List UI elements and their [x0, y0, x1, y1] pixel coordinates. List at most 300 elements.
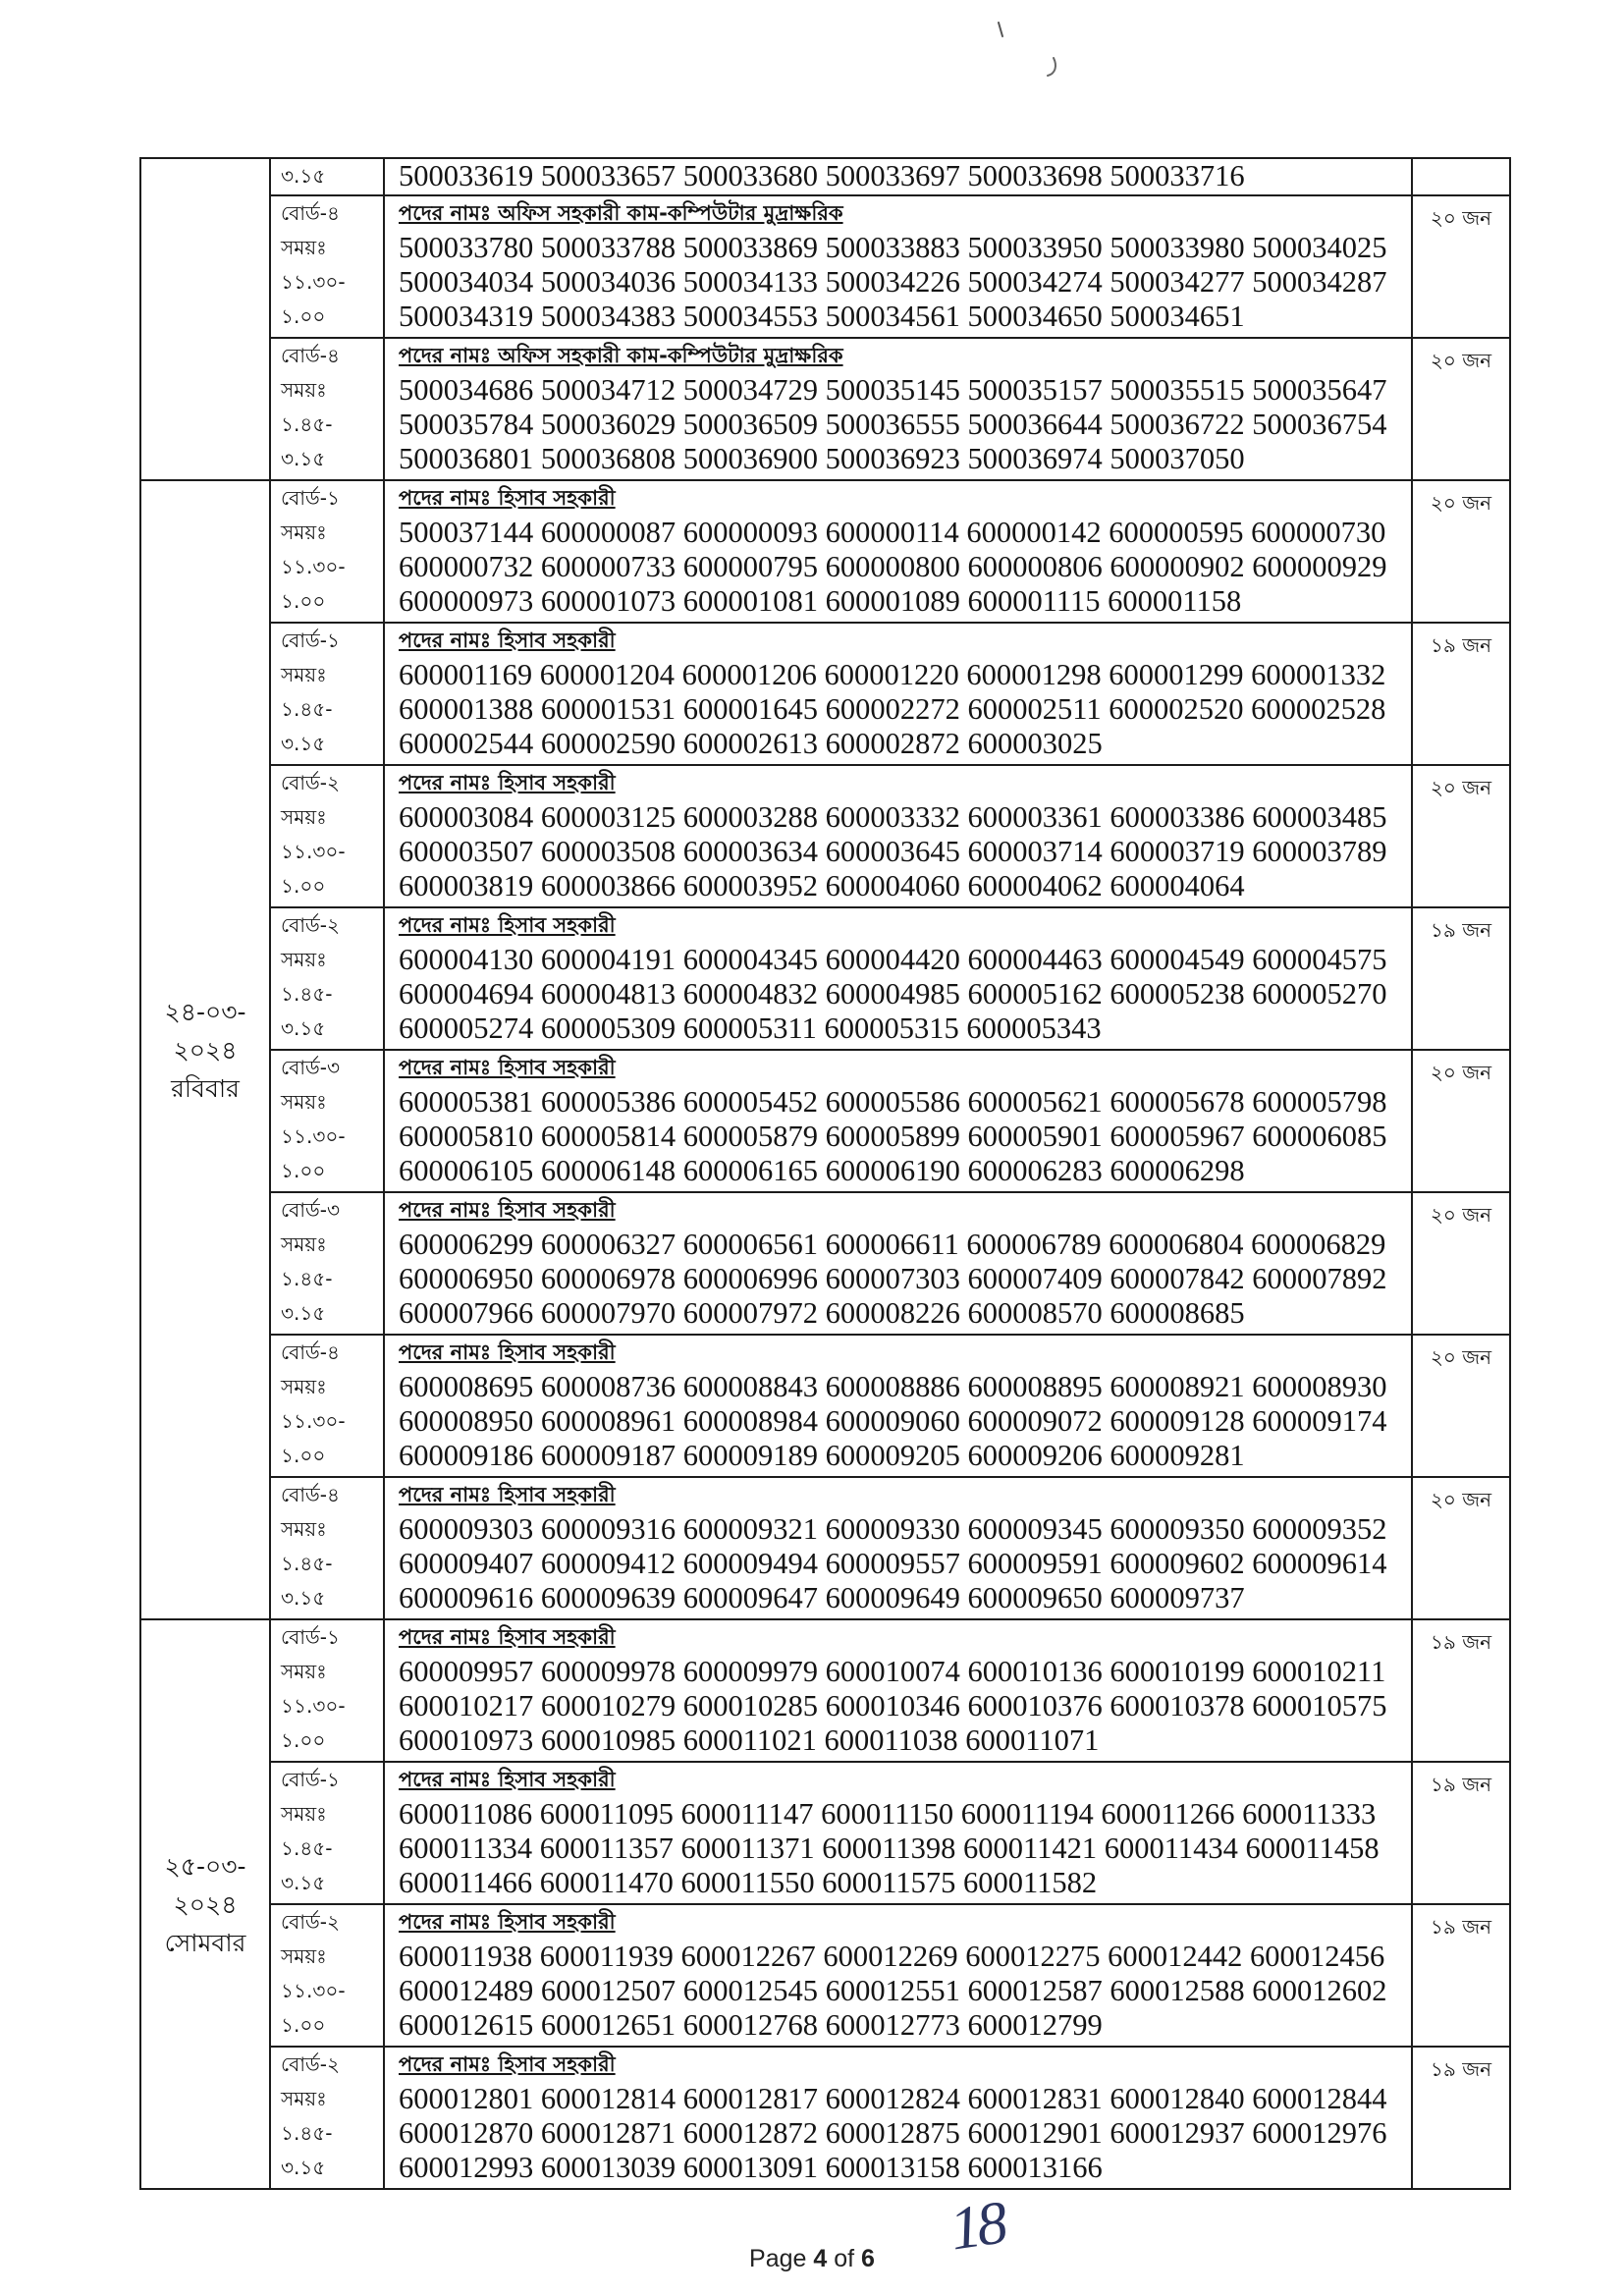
date-cell: [140, 480, 270, 1619]
session-info-cell: [270, 1477, 384, 1619]
roll-number: 600009978: [540, 1655, 677, 1688]
roll-number: 600009205: [825, 1439, 960, 1472]
roll-number: 600008843: [682, 1370, 818, 1403]
roll-number: 500034651: [1110, 300, 1245, 333]
roll-number: 600010074: [825, 1655, 960, 1688]
session-row: [140, 338, 1510, 480]
roll-number: 600005899: [825, 1120, 960, 1153]
roll-number: 600009737: [1110, 1581, 1245, 1614]
roll-number: 500036808: [540, 442, 677, 475]
roll-line: [385, 265, 1411, 300]
time-to: ১.০০: [281, 1444, 326, 1467]
board-label: বোর্ড-২: [281, 1910, 340, 1934]
roll-number: 600011550: [680, 1866, 815, 1899]
session-row: [140, 1477, 1510, 1619]
roll-number: 600007303: [825, 1262, 960, 1295]
session-row: [140, 623, 1510, 765]
page-word: Page: [749, 2245, 807, 2272]
roll-number: 600000595: [1109, 516, 1244, 549]
roll-number: 600011939: [539, 1940, 674, 1973]
roll-number: 600004463: [967, 943, 1103, 976]
time-label: সময়ঃ: [281, 948, 327, 971]
roll-number: 500036644: [967, 408, 1103, 441]
roll-number: 600011194: [960, 1797, 1094, 1831]
roll-number: 600005270: [1252, 977, 1387, 1011]
session-info-cell: [270, 907, 384, 1050]
board-label: বোর্ড-১: [281, 486, 340, 510]
session-row: [140, 765, 1510, 907]
session-row: [140, 1335, 1510, 1477]
roll-line: [385, 1831, 1411, 1866]
roll-number: 600009316: [540, 1512, 677, 1546]
candidate-count-cell: [1412, 907, 1510, 1050]
roll-number: 600010136: [967, 1655, 1103, 1688]
roll-number: 600001332: [1251, 658, 1386, 691]
candidate-count: ১৯ জন: [1430, 1915, 1492, 1939]
roll-cell: [384, 2047, 1412, 2189]
roll-line: [385, 2082, 1411, 2116]
roll-line: [385, 1262, 1411, 1296]
roll-number: 600002613: [682, 727, 818, 760]
roll-number: 600007966: [399, 1296, 534, 1330]
roll-cell: [384, 1192, 1412, 1335]
board-label: বোর্ড-৩: [281, 1198, 340, 1222]
roll-line: [385, 408, 1411, 442]
candidate-count-cell: [1412, 623, 1510, 765]
roll-number: 600001115: [967, 584, 1101, 618]
roll-number: 600013158: [825, 2151, 960, 2184]
roll-number: 500036754: [1252, 408, 1387, 441]
roll-number: 600009616: [399, 1581, 534, 1614]
roll-number: 600005621: [967, 1085, 1103, 1119]
roll-line: [385, 692, 1411, 727]
roll-number: 600009321: [682, 1512, 818, 1546]
time-from: ১১.৩০-: [281, 840, 346, 863]
roll-number: 600010285: [682, 1689, 818, 1722]
roll-number: 600000114: [825, 516, 959, 549]
session-row: [140, 1192, 1510, 1335]
roll-number: 500036722: [1110, 408, 1245, 441]
time-label: সময়ঃ: [281, 1802, 327, 1826]
roll-number: 500036509: [682, 408, 818, 441]
roll-number: 600011421: [963, 1831, 1098, 1865]
roll-number: 600009186: [399, 1439, 534, 1472]
date-text: ২০২৪: [173, 1889, 238, 1919]
roll-number: 600000087: [540, 516, 677, 549]
roll-number: 600011357: [539, 1831, 674, 1865]
roll-number: 600012489: [399, 1974, 534, 2007]
roll-number: 600007892: [1252, 1262, 1387, 1295]
roll-number: 600002544: [399, 727, 534, 760]
post-name: পদের নামঃ হিসাব সহকারী: [399, 771, 616, 794]
roll-number: 500034034: [399, 265, 534, 299]
session-row: [140, 480, 1510, 623]
roll-number: 600003789: [1252, 835, 1387, 868]
roll-number: 600008950: [399, 1404, 534, 1438]
board-label: বোর্ড-১: [281, 1768, 340, 1791]
roll-number: 600008736: [540, 1370, 677, 1403]
roll-number: 600001089: [825, 584, 960, 618]
roll-number: 600012844: [1252, 2082, 1387, 2115]
total-pages: 6: [861, 2245, 875, 2272]
roll-cell: [384, 623, 1412, 765]
time-label: সময়ঃ: [281, 1944, 327, 1968]
roll-number: 600000973: [399, 584, 534, 618]
roll-number: 600008695: [399, 1370, 534, 1403]
roll-line: [385, 800, 1411, 835]
roll-number: 600007972: [682, 1296, 818, 1330]
roll-line: [385, 584, 1411, 619]
roll-number: 600004420: [825, 943, 960, 976]
candidate-count: ১৯ জন: [1430, 633, 1492, 657]
carryover-row: [140, 158, 1510, 195]
board-label: বোর্ড-৪: [281, 1340, 340, 1364]
roll-number: 600009281: [1110, 1439, 1245, 1472]
roll-line: [385, 1120, 1411, 1154]
session-info-cell: [270, 1192, 384, 1335]
roll-number: 500033657: [540, 159, 677, 192]
roll-number: 600003361: [967, 800, 1103, 834]
roll-number: 600006298: [1110, 1154, 1245, 1187]
roll-number: 500035157: [967, 373, 1103, 407]
session-row: [140, 1619, 1510, 1762]
roll-number: 600011150: [821, 1797, 954, 1831]
candidate-count: ২০ জন: [1430, 1345, 1492, 1369]
roll-number: 600008961: [540, 1404, 677, 1438]
roll-number: 600009187: [540, 1439, 677, 1472]
roll-number: 600004191: [540, 943, 677, 976]
roll-number: 500034319: [399, 300, 534, 333]
time-from: ১.৪৫-: [281, 982, 333, 1006]
roll-number: 600009602: [1110, 1547, 1245, 1580]
roll-number: 500034133: [682, 265, 818, 299]
roll-number: 600008930: [1252, 1370, 1387, 1403]
time-label: সময়ঃ: [281, 805, 327, 829]
roll-number: 600001645: [682, 692, 818, 726]
roll-line: [385, 1547, 1411, 1581]
time-from: ১১.৩০-: [281, 1979, 346, 2002]
time-label: সময়ঃ: [281, 1232, 327, 1256]
roll-number: 600009303: [399, 1512, 534, 1546]
roll-number: 600000795: [682, 550, 818, 583]
time-to: ১.০০: [281, 874, 326, 898]
post-name: পদের নামঃ অফিস সহকারী কাম-কম্পিউটার মুদ্রাক্ষরিক: [399, 344, 843, 367]
roll-number: 600006950: [399, 1262, 534, 1295]
roll-number: 500033619: [399, 159, 534, 192]
roll-number: 600012799: [967, 2008, 1103, 2042]
roll-number: 600012817: [682, 2082, 818, 2115]
roll-number: 600004813: [540, 977, 677, 1011]
post-name: পদের নামঃ অফিস সহকারী কাম-কম্পিউটার মুদ্রাক্ষরিক: [399, 201, 843, 225]
roll-number: 600012615: [399, 2008, 534, 2042]
roll-number: 600012871: [540, 2116, 677, 2150]
roll-number: 600012801: [399, 2082, 534, 2115]
time-to: ৩.১৫: [281, 1871, 326, 1894]
roll-number: 600004345: [682, 943, 818, 976]
roll-number: 600003386: [1110, 800, 1245, 834]
roll-number: 600012831: [967, 2082, 1103, 2115]
roll-number: 600000732: [399, 550, 534, 583]
roll-number: 600008886: [825, 1370, 960, 1403]
roll-number: 600012768: [682, 2008, 818, 2042]
time-label: সময়ঃ: [281, 378, 327, 402]
roll-cell: [384, 338, 1412, 480]
roll-number: 600000733: [540, 550, 677, 583]
roll-cell: [384, 1477, 1412, 1619]
roll-number: 600009350: [1110, 1512, 1245, 1546]
roll-number: 600000929: [1252, 550, 1387, 583]
post-name: পদের নামঃ হিসাব সহকারী: [399, 1625, 616, 1649]
roll-line: [385, 1974, 1411, 2008]
roll-line: [385, 516, 1411, 550]
roll-number: 500034383: [540, 300, 677, 333]
roll-number: 600011470: [539, 1866, 674, 1899]
roll-number: 600009352: [1252, 1512, 1387, 1546]
roll-number: 600012275: [965, 1940, 1101, 1973]
session-info-cell: [270, 338, 384, 480]
roll-line: [385, 658, 1411, 692]
roll-number: 600004832: [682, 977, 818, 1011]
roll-number: 500036555: [825, 408, 960, 441]
candidate-count-cell: [1412, 480, 1510, 623]
roll-line: [385, 1296, 1411, 1331]
session-row: [140, 907, 1510, 1050]
roll-number: 600009412: [540, 1547, 677, 1580]
date-text: ২০২৪: [173, 1035, 238, 1065]
roll-number: 600009957: [399, 1655, 534, 1688]
roll-number: 600003485: [1252, 800, 1387, 834]
roll-number: 600001388: [399, 692, 534, 726]
roll-line: [385, 373, 1411, 408]
roll-line: [385, 835, 1411, 869]
roll-number: 600012551: [825, 1974, 960, 2007]
roll-number: 600005798: [1252, 1085, 1387, 1119]
roll-number: 600012587: [967, 1974, 1103, 2007]
roll-number: 600007970: [540, 1296, 677, 1330]
roll-line: [385, 1404, 1411, 1439]
roll-number: 600008921: [1110, 1370, 1245, 1403]
roll-number: 600011434: [1104, 1831, 1238, 1865]
roll-line: [385, 1940, 1411, 1974]
roll-number: 600008984: [682, 1404, 818, 1438]
roll-line: [385, 727, 1411, 761]
roll-number: 600012545: [682, 1974, 818, 2007]
time-to: ১.০০: [281, 1159, 326, 1182]
roll-number: 600003025: [967, 727, 1103, 760]
roll-number: 500037050: [1110, 442, 1245, 475]
roll-number: 600011938: [399, 1940, 533, 1973]
candidate-count: ২০ জন: [1430, 349, 1492, 372]
time-to: ১.০০: [281, 1728, 326, 1752]
roll-number: 600009591: [967, 1547, 1103, 1580]
candidate-count: ২০ জন: [1430, 1488, 1492, 1511]
roll-number: 600006105: [399, 1154, 534, 1187]
roll-number: 600009979: [682, 1655, 818, 1688]
candidate-count-cell: [1412, 1619, 1510, 1762]
roll-line: [385, 231, 1411, 265]
roll-line: [385, 159, 1411, 192]
roll-number: 600009128: [1110, 1404, 1245, 1438]
roll-number: 600012814: [540, 2082, 677, 2115]
roll-number: 600002872: [825, 727, 960, 760]
roll-line: [385, 1011, 1411, 1046]
time-label: সময়ঃ: [281, 2087, 327, 2110]
time-from: ১১.৩০-: [281, 270, 346, 294]
board-label: বোর্ড-৪: [281, 344, 340, 367]
roll-number: 500036029: [540, 408, 677, 441]
roll-number: 600003719: [1110, 835, 1245, 868]
time-label: সময়ঃ: [281, 1660, 327, 1683]
time-to: ৩.১৫: [281, 447, 326, 470]
roll-cell: [384, 158, 1412, 195]
roll-number: 500034226: [825, 265, 960, 299]
roll-line: [385, 2151, 1411, 2185]
roll-number: 600005586: [825, 1085, 960, 1119]
roll-number: 600010376: [967, 1689, 1103, 1722]
roll-number: 600012267: [680, 1940, 816, 1973]
roll-number: 600005238: [1110, 977, 1245, 1011]
candidate-count: ২০ জন: [1430, 206, 1492, 230]
roll-number: 600005274: [399, 1011, 534, 1045]
candidate-count-cell: [1412, 195, 1510, 338]
session-info-cell: [270, 1619, 384, 1762]
session-info-cell: [270, 623, 384, 765]
time-to: ৩.১৫: [281, 1016, 326, 1040]
roll-number: 600009494: [682, 1547, 818, 1580]
roll-number: 600010575: [1252, 1689, 1387, 1722]
roll-number: 600012976: [1252, 2116, 1387, 2150]
roll-number: 600006327: [540, 1228, 677, 1261]
roll-number: 600012651: [540, 2008, 677, 2042]
candidate-count-cell: [1412, 1335, 1510, 1477]
time-from: ১.৪৫-: [281, 1836, 333, 1860]
roll-number: 600013091: [682, 2151, 818, 2184]
candidate-count: ১৯ জন: [1430, 918, 1492, 942]
roll-number: 500034036: [540, 265, 677, 299]
time-to: ৩.১৫: [281, 164, 326, 188]
roll-number: 500033680: [682, 159, 818, 192]
roll-number: 600001081: [682, 584, 818, 618]
roll-number: 600013039: [540, 2151, 677, 2184]
candidate-count-cell: [1412, 158, 1510, 195]
roll-number: 600003714: [967, 835, 1103, 868]
roll-number: 600002528: [1251, 692, 1386, 726]
board-label: বোর্ড-২: [281, 913, 340, 937]
post-name: পদের নামঃ হিসাব সহকারী: [399, 486, 616, 510]
roll-number: 600006996: [682, 1262, 818, 1295]
time-to: ১.০০: [281, 589, 326, 613]
roll-line: [385, 977, 1411, 1011]
candidate-count: ২০ জন: [1430, 491, 1492, 515]
roll-number: 600005311: [682, 1011, 817, 1045]
roll-number: 600005309: [540, 1011, 677, 1045]
roll-line: [385, 1154, 1411, 1188]
candidate-count: ২০ জন: [1430, 776, 1492, 799]
roll-number: 600006789: [966, 1228, 1102, 1261]
session-info-cell: [270, 1762, 384, 1904]
roll-number: 500034025: [1252, 231, 1387, 264]
roll-number: 600006165: [682, 1154, 818, 1187]
roll-number: 600004985: [825, 977, 960, 1011]
pen-mark: [987, 15, 1075, 83]
roll-number: 600004694: [399, 977, 534, 1011]
time-to: ৩.১৫: [281, 1586, 326, 1610]
roll-number: 600011266: [1101, 1797, 1235, 1831]
roll-number: 500033980: [1110, 231, 1245, 264]
roll-number: 600012442: [1108, 1940, 1243, 1973]
roll-number: 500033950: [967, 231, 1103, 264]
roll-number: 600005343: [966, 1011, 1102, 1045]
candidate-count: ১৯ জন: [1430, 2057, 1492, 2081]
roll-number: 600011575: [822, 1866, 956, 1899]
roll-number: 600012507: [540, 1974, 677, 2007]
roll-line: [385, 550, 1411, 584]
time-label: সময়ঃ: [281, 663, 327, 686]
roll-number: 600009072: [967, 1404, 1103, 1438]
roll-number: 600012875: [825, 2116, 960, 2150]
board-label: বোর্ড-৩: [281, 1056, 340, 1079]
day-name: সোমবার: [164, 1928, 246, 1957]
roll-number: 600004060: [825, 869, 960, 902]
roll-number: 600002520: [1109, 692, 1244, 726]
roll-number: 600000142: [966, 516, 1102, 549]
roll-number: 500033716: [1110, 159, 1245, 192]
roll-number: 600005814: [540, 1120, 677, 1153]
roll-number: 600011582: [963, 1866, 1098, 1899]
candidate-count: ২০ জন: [1430, 1061, 1492, 1084]
board-label: বোর্ড-৪: [281, 1483, 340, 1506]
roll-number: 600011466: [399, 1866, 533, 1899]
roll-number: 600010973: [399, 1723, 534, 1757]
roll-number: 600003125: [540, 800, 677, 834]
handwritten-page-number: 18: [946, 2189, 1008, 2264]
roll-number: 600006283: [967, 1154, 1103, 1187]
roll-number: 600004575: [1252, 943, 1387, 976]
roll-number: 600012840: [1110, 2082, 1245, 2115]
day-name: রবিবার: [171, 1073, 240, 1103]
roll-number: 600006190: [825, 1154, 960, 1187]
roll-line: [385, 1655, 1411, 1689]
roll-number: 600005386: [540, 1085, 677, 1119]
roll-number: 600006804: [1109, 1228, 1244, 1261]
roll-number: 600012993: [399, 2151, 534, 2184]
roll-number: 600002590: [540, 727, 677, 760]
roll-number: 500035784: [399, 408, 534, 441]
roll-line: [385, 1797, 1411, 1831]
roll-number: 600005810: [399, 1120, 534, 1153]
date-cell: [140, 1619, 270, 2189]
roll-number: 500034729: [682, 373, 818, 407]
time-from: ১১.৩০-: [281, 555, 346, 578]
roll-number: 600011371: [680, 1831, 815, 1865]
roll-number: 600001206: [681, 658, 817, 691]
roll-number: 600012588: [1110, 1974, 1245, 2007]
roll-number: 500037144: [399, 516, 534, 549]
board-label: বোর্ড-১: [281, 629, 340, 652]
roll-number: 600006978: [540, 1262, 677, 1295]
roll-cell: [384, 195, 1412, 338]
roll-cell: [384, 1619, 1412, 1762]
roll-number: 600000800: [825, 550, 960, 583]
post-name: পদের নামঃ হিসাব সহকারী: [399, 1056, 616, 1079]
time-to: ১.০০: [281, 304, 326, 328]
roll-number: 600003634: [682, 835, 818, 868]
roll-number: 600005678: [1110, 1085, 1245, 1119]
roll-cell: [384, 1050, 1412, 1192]
post-name: পদের নামঃ হিসাব সহকারী: [399, 1910, 616, 1934]
roll-number: 600010279: [540, 1689, 677, 1722]
roll-number: 600001169: [399, 658, 533, 691]
